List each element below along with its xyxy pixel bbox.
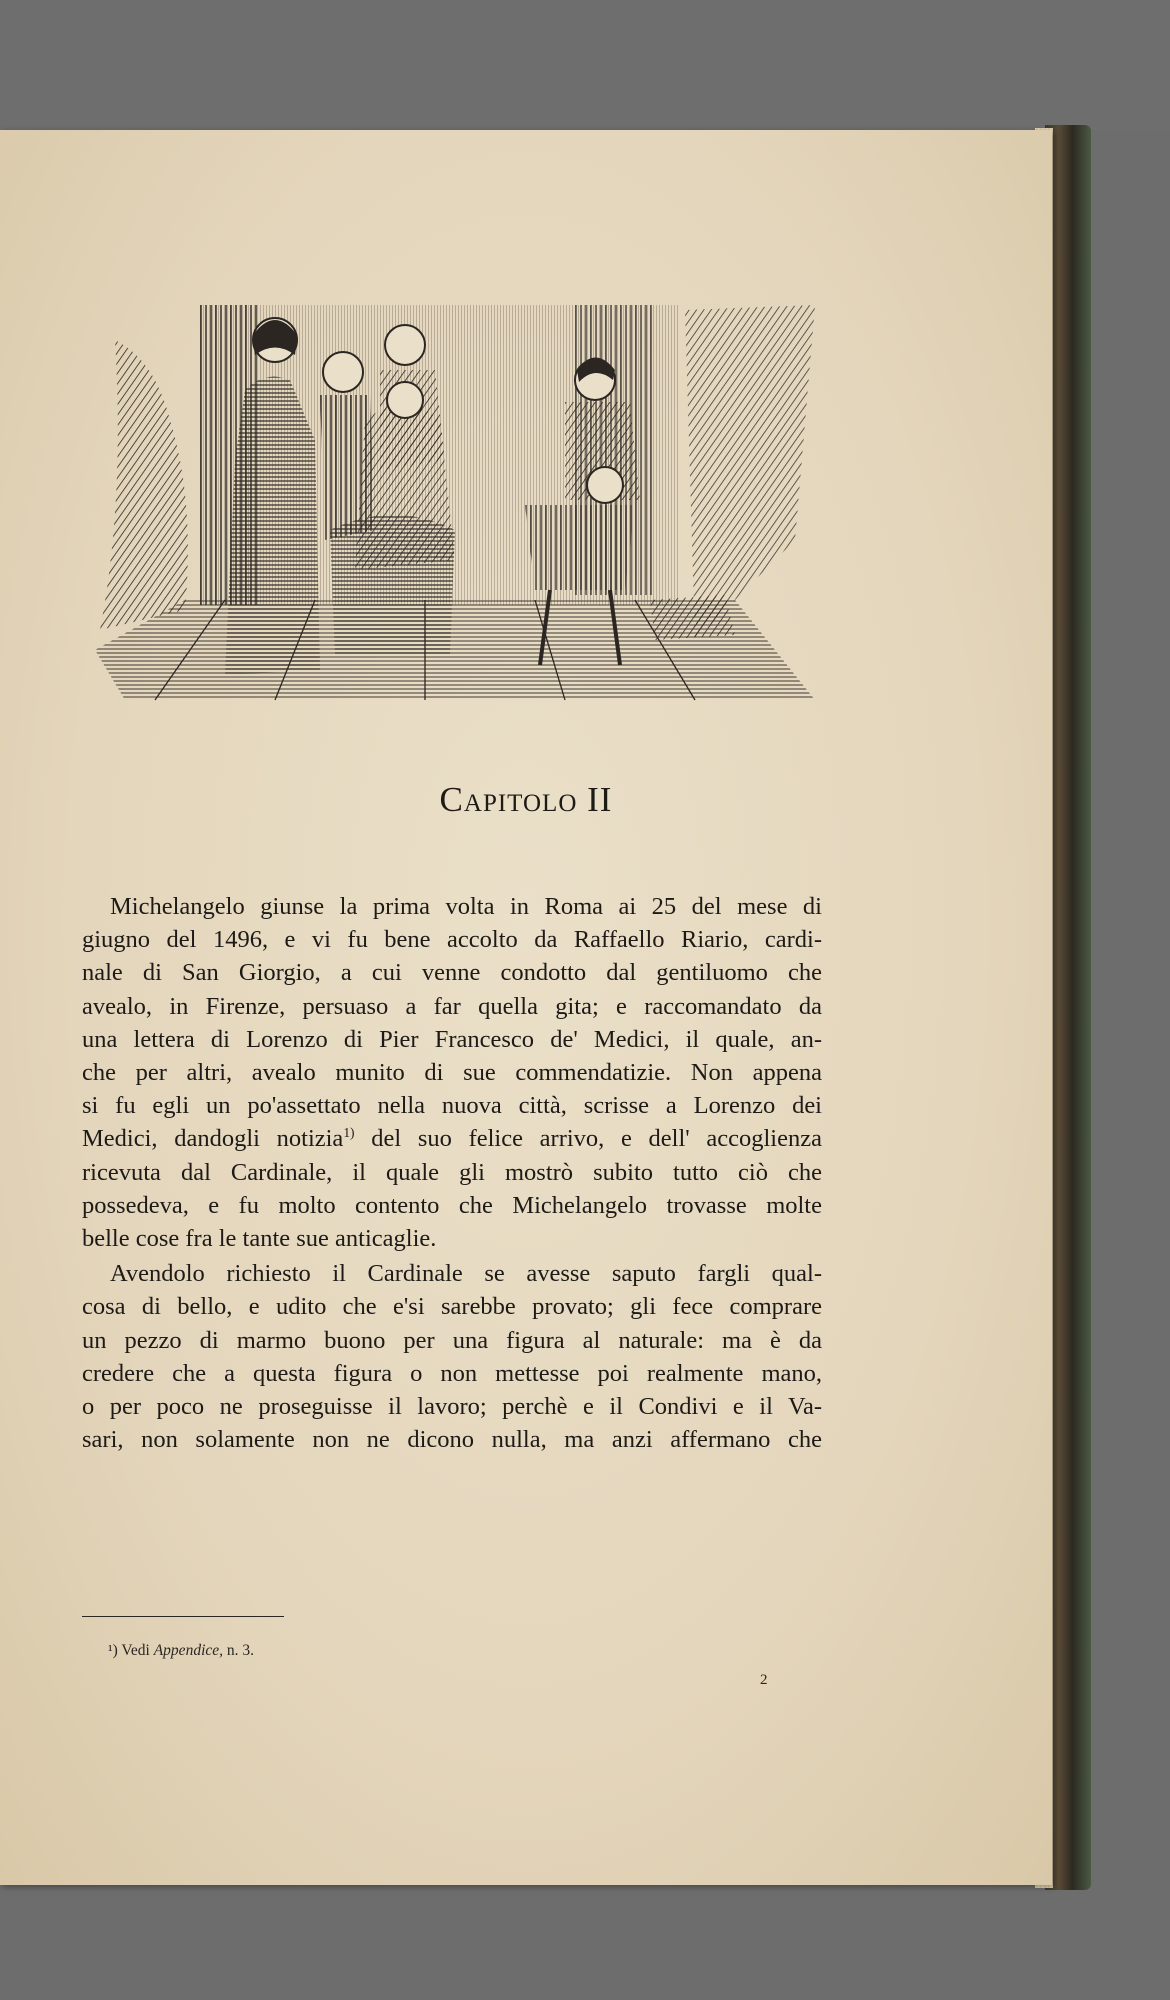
footnote-marker: ¹) (108, 1642, 118, 1659)
text-line: avealo, in Firenze, persuaso a far quella gita; e raccomandato da (82, 992, 822, 1020)
text-line: credere che a questa figura o non mettesse poi realmente mano, (82, 1359, 822, 1387)
text-line: nale di San Giorgio, a cui venne condotto dal gentiluomo che (82, 959, 822, 987)
paragraph-2 (82, 1257, 822, 1456)
body-text (82, 890, 822, 1456)
page-signature: 2 (760, 1672, 768, 1688)
engraving-illustration (95, 300, 815, 702)
chapter-title: Capitolo II (439, 780, 613, 819)
footnote-text: Vedi (121, 1642, 154, 1659)
text-line: che per altri, avealo munito di sue commendatizie. Non appena (82, 1059, 822, 1087)
text-line: sari, non solamente non ne dicono nulla, ma anzi affermano che (82, 1426, 822, 1454)
text-line: un pezzo di marmo buono per una figura al naturale: ma è da (82, 1326, 822, 1354)
footnote-text-end: n. 3. (223, 1642, 255, 1659)
text-line: una lettera di Lorenzo di Pier Francesco de' Medici, il quale, an- (82, 1025, 822, 1053)
paragraph-1 (82, 890, 822, 1255)
text-line: belle cose fra le tante sue anticaglie. (82, 1225, 437, 1253)
footnote-rule (82, 1616, 284, 1617)
text-line: Avendolo richiesto il Cardinale se avesse saputo fargli qual- (110, 1260, 822, 1288)
footnote (108, 1642, 254, 1660)
text-line: possedeva, e fu molto contento che Michelangelo trovasse molte (82, 1191, 822, 1219)
text-line: Michelangelo giunse la prima volta in Roma ai 25 del mese di (110, 893, 822, 920)
book-page (0, 130, 1052, 1885)
text-line: o per poco ne proseguisse il lavoro; perchè e il Condivi e il Va- (82, 1393, 822, 1421)
footnote-italic: Appendice, (153, 1642, 224, 1659)
text-line-with-footnote (82, 1122, 822, 1155)
text-line: si fu egli un po'assettato nella nuova città, scrisse a Lorenzo dei (82, 1092, 822, 1120)
backdrop (0, 0, 1170, 130)
text-fragment: Medici, dandogli notizia (82, 1125, 344, 1153)
text-fragment: del suo felice arrivo, e dell' accoglienza (354, 1125, 822, 1153)
text-line: ricevuta dal Cardinale, il quale gli mostrò subito tutto ciò che (82, 1158, 822, 1186)
text-line: giugno del 1496, e vi fu bene accolto da Raffaello Riario, cardi- (82, 926, 822, 954)
text-line: cosa di bello, e udito che e'si sarebbe provato; gli fece comprare (82, 1293, 822, 1321)
footnote-marker: 1) (343, 1125, 355, 1141)
